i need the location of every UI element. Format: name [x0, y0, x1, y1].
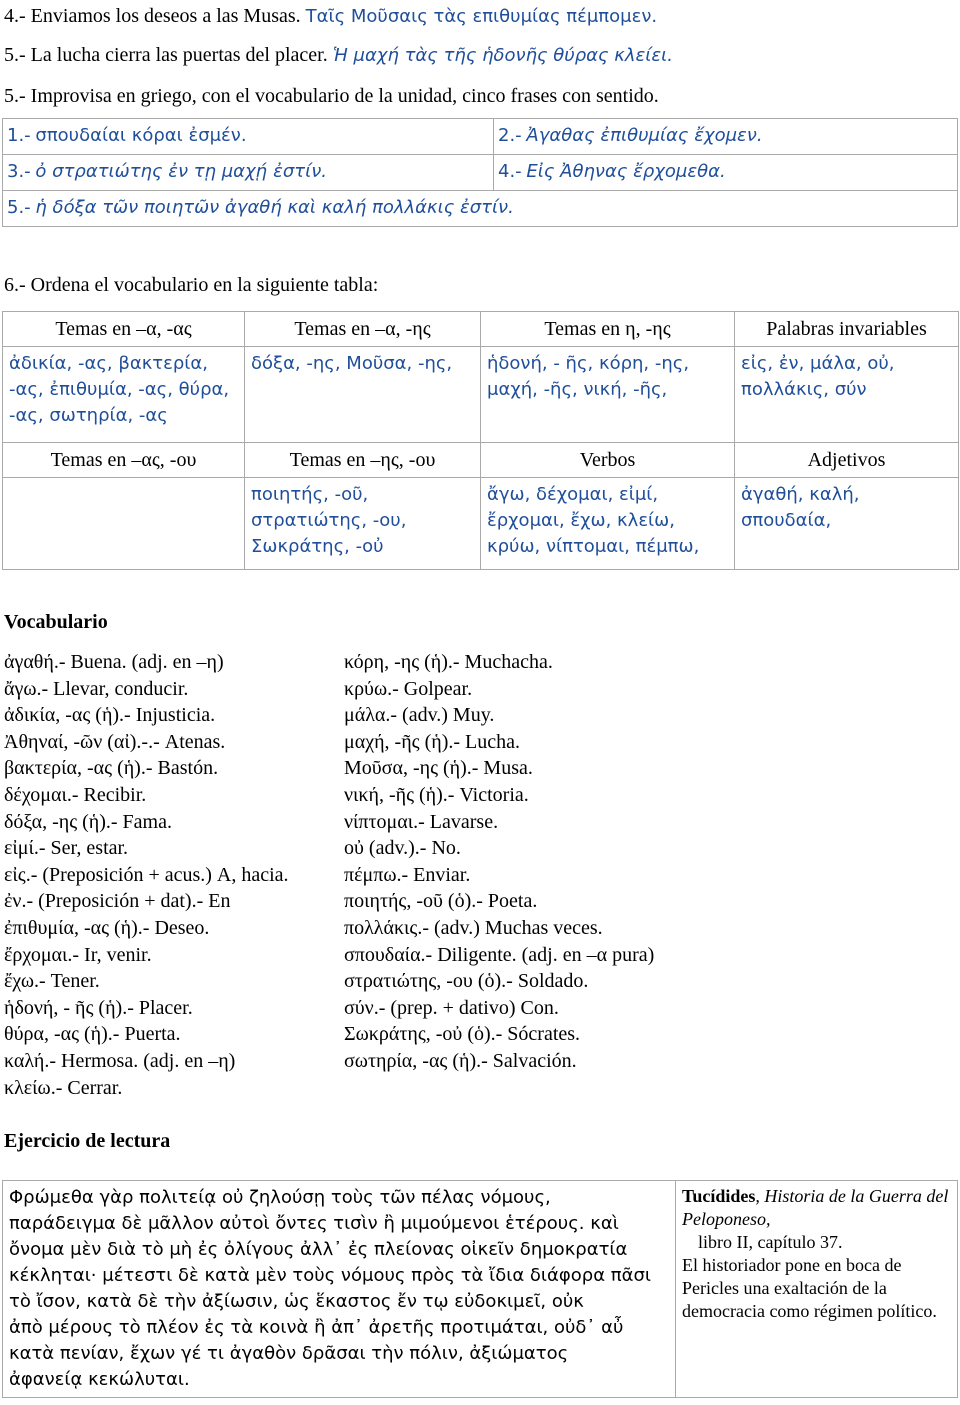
vocabulary-entry: κρύω.- Golpear.	[344, 677, 473, 700]
vocabulary-entry: δόξα, -ης (ἡ).- Fama.	[4, 810, 172, 833]
greek-sentence: σπουδαίαι κόραι ἐσμέν.	[35, 125, 247, 146]
vocabulary-entry: νική, -ῆς (ἡ).- Victoria.	[344, 783, 529, 806]
spanish-sentence: La lucha cierra las puertas del placer.	[30, 44, 328, 66]
vocabulary-entry: Σωκράτης, -οὐ (ὁ).- Sócrates.	[344, 1023, 581, 1046]
table-cell: ἀδικία, -ας, βακτερία, -ας, ἐπιθυμία, -ας, θύρα, -ας, σωτηρία, -ας	[3, 347, 245, 443]
vocabulario-heading: Vocabulario	[4, 611, 108, 633]
header-cell: Temas en –α, -ας	[3, 312, 245, 347]
reading-line: ὄνομα μὲν διὰ τὸ μὴ ἐς ὀλίγους ἀλλ᾽ ἐς πλείονας οἰκεῖν δημοκρατία	[9, 1239, 628, 1260]
greek-sentence: Ταῖς Μοῦσαις τὰς επιθυμίας πέμπομεν.	[305, 6, 658, 27]
sentence-number: 1.-	[7, 125, 31, 146]
vocabulary-entry: πέμπω.- Enviar.	[344, 863, 471, 886]
reading-reference-cell	[676, 1181, 958, 1398]
vocabulary-entry: πολλάκις.- (adv.) Muchas veces.	[344, 916, 603, 939]
reading-line: ἀφανείᾳ κεκώλυται.	[9, 1369, 190, 1390]
vocabulary-entry: δέχομαι.- Recibir.	[4, 783, 147, 806]
header-cell: Temas en η, -ης	[481, 312, 735, 347]
line-number: 4.-	[4, 5, 26, 27]
table-cell	[3, 478, 245, 570]
sentence-cell-5	[3, 191, 958, 227]
vocabulary-entry: θύρα, -ας (ἡ).- Puerta.	[4, 1023, 181, 1046]
reading-note: El historiador pone en boca de Pericles una exaltación de la democracia como régimen político.	[682, 1255, 937, 1321]
header-cell: Palabras invariables	[735, 312, 959, 347]
exercise-5-title: 5.- Improvisa en griego, con el vocabulario de la unidad, cinco frases con sentido.	[4, 85, 659, 107]
table-cell: εἰς, ἐν, μάλα, οὐ, πολλάκις, σύν	[735, 347, 959, 443]
vocabulary-entry: ποιητής, -οῦ (ὁ).- Poeta.	[344, 890, 538, 913]
reading-reference	[682, 1185, 951, 1323]
vocabulary-entry: ἀδικία, -ας (ἡ).- Injusticia.	[4, 704, 216, 727]
vocabulary-entry: μαχή, -ῆς (ἡ).- Lucha.	[344, 730, 520, 753]
vocabulary-entry: κόρη, -ης (ἡ).- Muchacha.	[344, 651, 553, 673]
vocabulary-entry: σωτηρία, -ας (ἡ).- Salvación.	[344, 1049, 577, 1072]
reading-heading: Ejercicio de lectura	[4, 1130, 171, 1152]
reading-line: παράδειγμα δὲ μᾶλλον αὐτοὶ ὄντες τισὶν ἢ μιμούμενοι ἑτέρους. καὶ	[9, 1213, 619, 1234]
vocabulary-entry: σπουδαία.- Diligente. (adj. en –α pura)	[344, 943, 655, 966]
header-cell: Temas en –α, -ης	[245, 312, 481, 347]
reading-text-cell	[3, 1181, 676, 1398]
table-cell: ποιητής, -οῦ, στρατιώτης, -ου, Σωκράτης, -οὐ	[245, 478, 481, 570]
vocabulary-entry: εἰμί.- Ser, estar.	[4, 837, 129, 860]
greek-sentence: Ἡ μαχή τὰς τῆς ἡδονῆς θύρας κλείει.	[332, 45, 673, 66]
vocabulary-entry: βακτερία, -ας (ἡ).- Bastón.	[4, 757, 219, 780]
header-cell: Adjetivos	[735, 443, 959, 478]
vocabulary-entry: Μοῦσα, -ης (ἡ).- Musa.	[344, 757, 533, 780]
greek-sentence: Εἰς Ἀθηνας ἔρχομεθα.	[526, 161, 726, 182]
author-name: Tucídides	[682, 1186, 756, 1206]
header-cell: Temas en –ας, -ου	[3, 443, 245, 478]
vocabulary-entry: ἀγαθή.- Buena. (adj. en –η)	[4, 651, 224, 673]
vocabulary-entry: καλή.- Hermosa. (adj. en –η)	[4, 1049, 236, 1072]
table-cell: δόξα, -ης, Μοῦσα, -ης,	[245, 347, 481, 443]
sentence-number: 4.-	[498, 161, 522, 182]
reading-line: τὸ ἴσον, κατὰ δὲ τὴν ἀξίωσιν, ὡς ἕκαστος ἔν τῳ εὐδοκιμεῖ, οὐκ	[9, 1291, 584, 1312]
vocabulary-entry: νίπτομαι.- Lavarse.	[344, 810, 499, 833]
greek-sentence: Ἀγαθας ἐπιθυμίας ἔχομεν.	[526, 125, 763, 146]
reading-table	[2, 1180, 958, 1398]
vocabulary-classification-table	[2, 311, 959, 570]
sentence-cell-3	[3, 155, 494, 191]
translation-line-5	[4, 43, 673, 68]
greek-sentence: ὀ στρατιώτης ἐν τῃ μαχῄ ἐστίν.	[35, 161, 328, 182]
sentences-table	[2, 118, 958, 227]
vocabulary-entry: στρατιώτης, -ου (ὁ).- Soldado.	[344, 970, 589, 993]
translation-line-4	[4, 4, 657, 29]
reading-text	[9, 1185, 669, 1393]
vocabulary-entry: ἡδονή, - ῆς (ἡ).- Placer.	[4, 996, 193, 1019]
table-cell: ἄγω, δέχομαι, εἰμί, ἔρχομαι, ἔχω, κλείω, κρύω, νίπτομαι, πέμπω,	[481, 478, 735, 570]
work-title: , Historia de la Guerra del Peloponeso,	[682, 1186, 949, 1229]
header-cell: Temas en –ης, -ου	[245, 443, 481, 478]
greek-sentence: ἡ δόξα τῶν ποιητῶν ἀγαθή καὶ καλή πολλάκις ἐστίν.	[35, 197, 514, 218]
reading-line: κέκληται· μέτεστι δὲ κατὰ μὲν τοὺς νόμους πρὸς τὰ ἴδια διάφορα πᾶσι	[9, 1265, 651, 1286]
exercise-6-title: 6.- Ordena el vocabulario en la siguiente tabla:	[4, 274, 379, 296]
vocabulary-entry: ἔχω.- Tener.	[4, 970, 100, 993]
reading-line: ἀπὸ μέρους τὸ πλέον ἐς τὰ κοινὰ ἢ ἀπ᾽ ἀρετῆς προτιμάται, οὐδ᾽ αὖ	[9, 1317, 624, 1338]
vocabulary-entry: Ἀθηναί, -ῶν (αἰ).-.- Atenas.	[4, 730, 226, 753]
vocabulary-entry: ἄγω.- Llevar, conducir.	[4, 677, 189, 700]
vocabulary-entry: σύν.- (prep. + dativo) Con.	[344, 996, 559, 1019]
vocabulary-entry: ἐπιθυμία, -ας (ἡ).- Deseo.	[4, 916, 210, 939]
reading-line: Φρώμεθα γὰρ πολιτείᾳ οὐ ζηλούσῃ τοὺς τῶν πέλας νόμους,	[9, 1187, 551, 1208]
sentence-cell-1	[3, 119, 494, 155]
sentence-cell-4	[494, 155, 958, 191]
header-cell: Verbos	[481, 443, 735, 478]
spanish-sentence: Enviamos los deseos a las Musas.	[30, 5, 301, 27]
vocabulary-list-left	[4, 649, 289, 1101]
vocabulary-list-right	[344, 649, 654, 1075]
vocabulary-entry: ἔρχομαι.- Ir, venir.	[4, 943, 152, 966]
work-location: libro II, capítulo 37.	[698, 1232, 843, 1252]
sentence-number: 3.-	[7, 161, 31, 182]
table-cell: ἡδονή, - ῆς, κόρη, -ης, μαχή, -ῆς, νική, -ῆς,	[481, 347, 735, 443]
sentence-number: 2.-	[498, 125, 522, 146]
vocabulary-entry: κλείω.- Cerrar.	[4, 1076, 123, 1099]
vocabulary-entry: ἐν.- (Preposición + dat).- En	[4, 890, 231, 913]
vocabulary-entry: μάλα.- (adv.) Muy.	[344, 704, 495, 727]
vocabulary-entry: οὐ (adv.).- No.	[344, 837, 461, 860]
vocabulary-entry: εἰς.- (Preposición + acus.) A, hacia.	[4, 863, 289, 886]
table-cell: ἀγαθή, καλή, σπουδαία,	[735, 478, 959, 570]
reading-line: κατὰ πενίαν, ἔχων γέ τι ἀγαθὸν δρᾶσαι τὴν πόλιν, ἀξιώματος	[9, 1343, 569, 1364]
line-number: 5.-	[4, 44, 26, 66]
sentence-cell-2	[494, 119, 958, 155]
sentence-number: 5.-	[7, 197, 31, 218]
